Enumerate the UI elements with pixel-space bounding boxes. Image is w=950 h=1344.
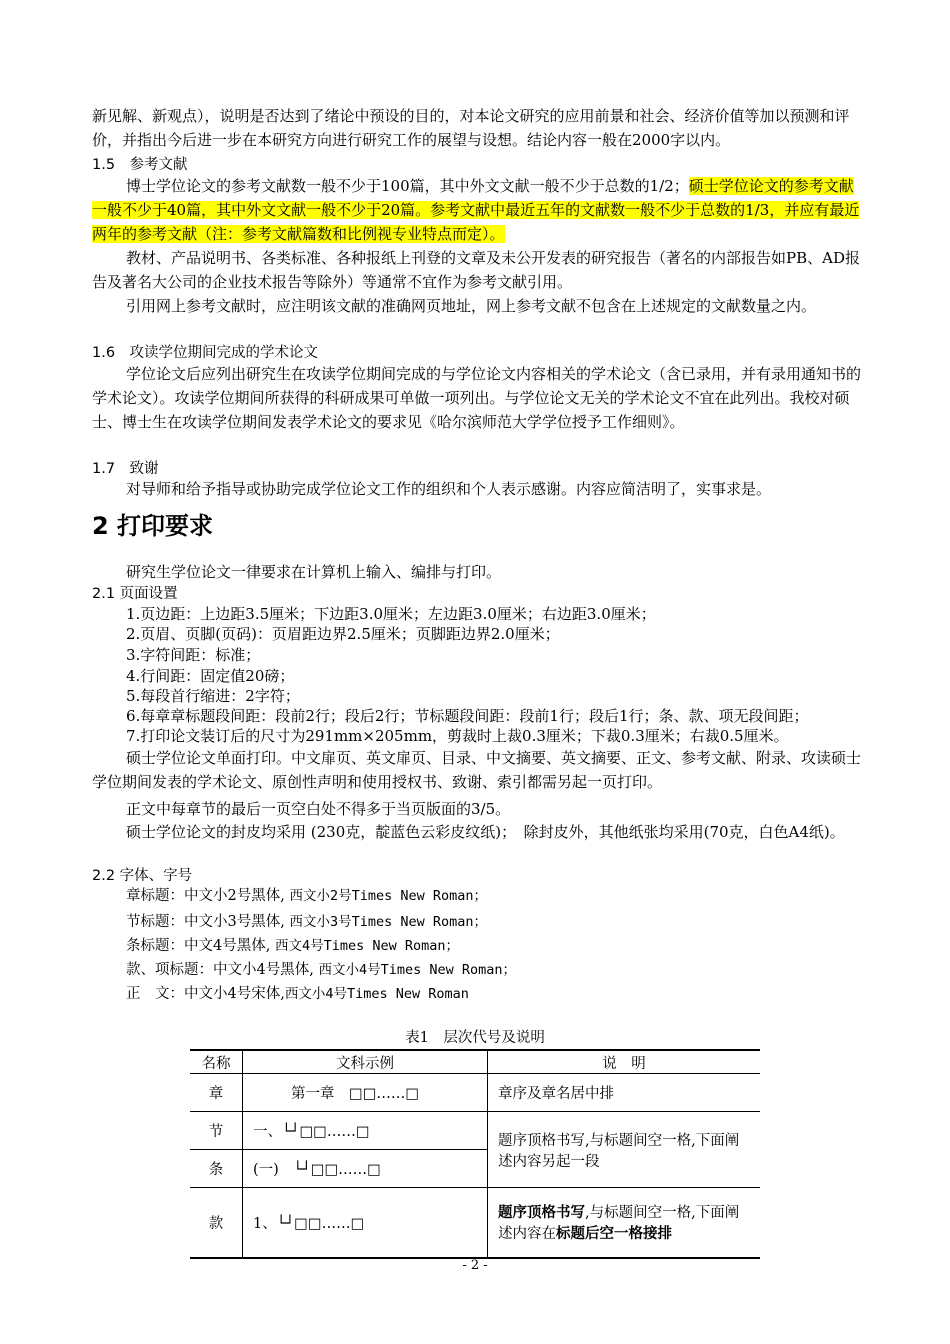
page-setup-item-4: 4.行间距：固定值20磅；	[126, 667, 295, 685]
font-item-article: 条标题：中文4号黑体, 西文4号Times New Roman；	[126, 938, 459, 954]
intro-paragraph: 新见解、新观点），说明是否达到了绪论中预设的目的，对本论文研究的应用前景和社会、经济价值等加以预测和评价，并指出今后进一步在本研究方向进行研究工作的展望与设想。结论内容一般在2000字以内。	[92, 107, 850, 149]
page-setup-item-2: 2.页眉、页脚(页码)：页眉距边界2.5厘米；页脚距边界2.0厘米；	[126, 625, 560, 643]
section-1-5-paragraph-3: 引用网上参考文献时，应注明该文献的准确网页地址，网上参考文献不包含在上述规定的文献数量之内。	[126, 297, 817, 315]
table-caption: 表1 层次代号及说明	[405, 1030, 545, 1046]
table-cell-example: 第一章 □□……□	[243, 1074, 488, 1112]
page-setup-item-3: 3.字符间距：标准；	[126, 646, 261, 664]
table-row	[190, 1188, 760, 1258]
chapter-2-heading: 2 打印要求	[92, 512, 214, 540]
page-setup-item-1: 1.页边距：上边距3.5厘米；下边距3.0厘米；左边距3.0厘米；右边距3.0厘米；	[126, 605, 656, 623]
table-cell-example: (一) └┘□□……□	[243, 1150, 488, 1188]
column-header-example: 文科示例	[243, 1050, 488, 1074]
table-cell-description: 题序顶格书写,与标题间空一格,下面阐述内容另起一段	[488, 1112, 761, 1188]
chapter-2-intro: 研究生学位论文一律要求在计算机上输入、编排与打印。	[126, 563, 502, 581]
table-cell-example: 1、└┘□□……□	[243, 1188, 488, 1258]
section-1-5-heading: 1.5 参考文献	[92, 157, 188, 173]
table-cell-description: 题序顶格书写,与标题间空一格,下面阐述内容在标题后空一格接排	[488, 1188, 761, 1258]
table-cell-description: 章序及章名居中排	[488, 1074, 761, 1112]
section-1-5-paragraph-1	[92, 174, 864, 246]
section-1-7-paragraph: 对导师和给予指导或协助完成学位论文工作的组织和个人表示感谢。内容应简洁明了，实事求是。	[126, 480, 772, 498]
page-setup-item-5: 5.每段首行缩进：2字符；	[126, 687, 300, 705]
page-setup-item-7: 7.打印论文装订后的尺寸为291mm×205mm，剪裁时上裁0.3厘米；下裁0.3厘米；右裁0.5厘米。	[126, 727, 789, 745]
section-1-6-paragraph: 学位论文后应列出研究生在攻读学位期间完成的与学位论文内容相关的学术论文（含已录用，并有录用通知书的学术论文）。攻读学位期间所获得的科研成果可单做一项列出。与学位论文无关的学术论文不宜在此列出。我校对硕士、博士生在攻读学位期间发表学术论文的要求见《哈尔滨师范大学学位授予工作细则》。	[92, 365, 862, 431]
table-cell-name: 节	[190, 1112, 243, 1150]
table-cell-name: 款	[190, 1188, 243, 1258]
refs-count-text: 博士学位论文的参考文献数一般不少于100篇，其中外文文献一般不少于总数的1/2；	[126, 177, 689, 195]
table-cell-name: 条	[190, 1150, 243, 1188]
section-1-7-heading: 1.7 致谢	[92, 461, 159, 477]
section-1-6-heading: 1.6 攻读学位期间完成的学术论文	[92, 345, 319, 361]
hierarchy-table	[190, 1049, 760, 1259]
table-cell-name: 章	[190, 1074, 243, 1112]
font-item-clause: 款、项标题：中文小4号黑体, 西文小4号Times New Roman；	[126, 962, 516, 978]
column-header-name: 名称	[190, 1050, 243, 1074]
table-row	[190, 1074, 760, 1112]
column-header-description: 说 明	[488, 1050, 761, 1074]
section-2-1-paragraph-2: 正文中每章节的最后一页空白处不得多于当页版面的3/5。	[126, 800, 511, 818]
highlighted-text: 硕士学位论文的参考文献一般不少于40篇，其中外文文献一般不少于20篇。参考文献中最近五年的文献数一般不少于总数的1/3，并应有最近两年的参考文献（注：参考文献篇数和比例视专业特点而定）。	[92, 177, 860, 243]
section-2-1-paragraph-1: 硕士学位论文单面打印。中文扉页、英文扉页、目录、中文摘要、英文摘要、正文、参考文献、附录、攻读硕士学位期间发表的学术论文、原创性声明和使用授权书、致谢、索引都需另起一页打印。	[92, 749, 862, 791]
section-2-1-heading: 2.1 页面设置	[92, 586, 178, 602]
section-2-1-paragraph-3: 硕士学位论文的封皮均采用 (230克，靛蓝色云彩皮纹纸)； 除封皮外，其他纸张均采用(70克，白色A4纸)。	[126, 823, 845, 841]
table-row	[190, 1112, 760, 1150]
font-item-section: 节标题：中文小3号黑体, 西文小3号Times New Roman；	[126, 914, 487, 930]
table-header-row	[190, 1050, 760, 1074]
page-number: - 2 -	[462, 1258, 488, 1273]
table-cell-example: 一、└┘□□……□	[243, 1112, 488, 1150]
page-setup-item-6: 6.每章章标题段间距：段前2行；段后2行；节标题段间距：段前1行；段后1行；条、款、项无段间距；	[126, 707, 809, 725]
section-2-2-heading: 2.2 字体、字号	[92, 868, 193, 884]
font-item-body: 正 文：中文小4号宋体,西文小4号Times New Roman	[126, 986, 469, 1002]
font-item-chapter: 章标题：中文小2号黑体, 西文小2号Times New Roman；	[126, 888, 487, 904]
section-1-5-paragraph-2: 教材、产品说明书、各类标准、各种报纸上刊登的文章及未公开发表的研究报告（著名的内部报告如PB、AD报告及著名大公司的企业技术报告等除外）等通常不宜作为参考文献引用。	[92, 249, 860, 291]
